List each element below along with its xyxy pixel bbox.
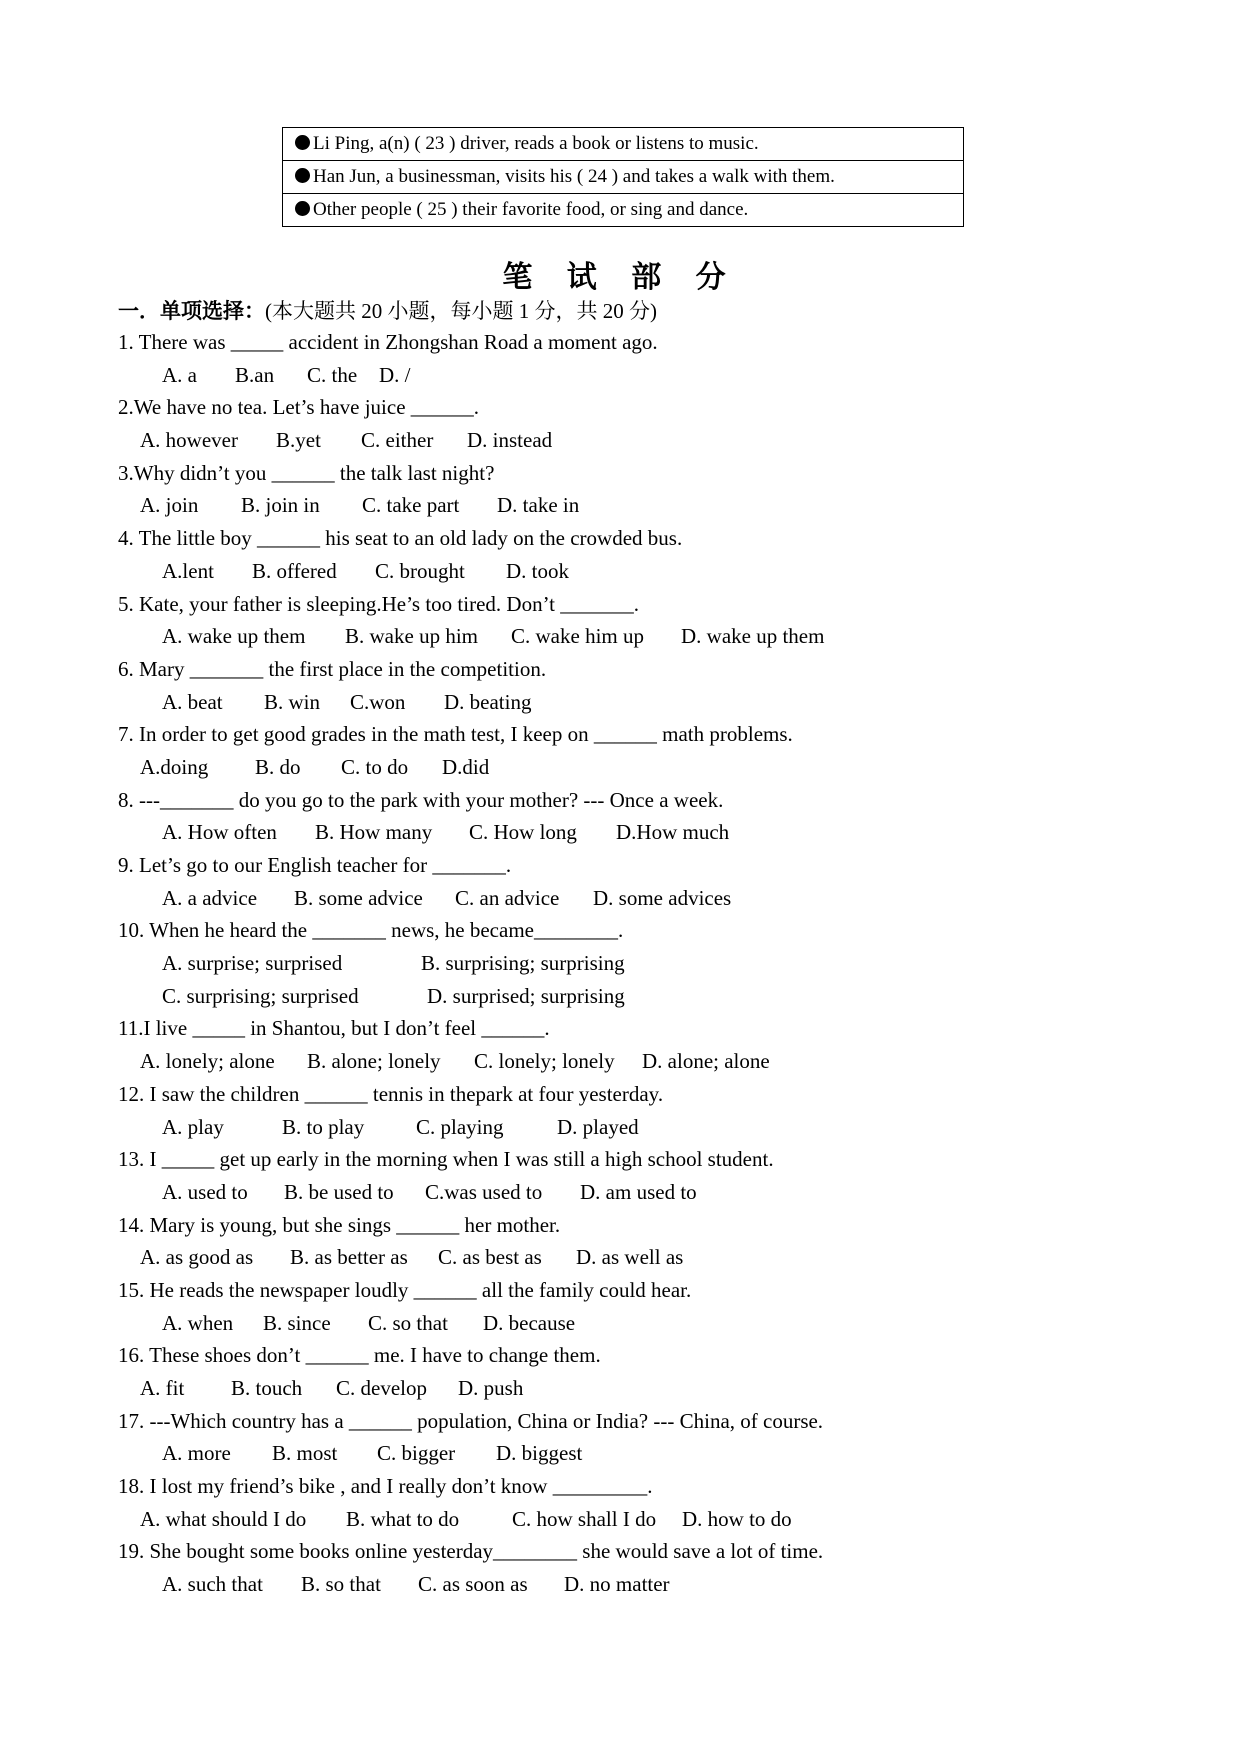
- answer-option: C. an advice: [455, 885, 560, 910]
- question-options: [118, 751, 1118, 784]
- answer-option: B. since: [263, 1310, 331, 1335]
- answer-option: D. took: [506, 558, 569, 583]
- info-row: [283, 194, 964, 227]
- answer-option: B. to play: [282, 1114, 365, 1139]
- question-stem: 19. She bought some books online yesterday________ she would save a lot of time.: [118, 1539, 824, 1564]
- question-options: [118, 359, 1118, 392]
- answer-option: B. what to do: [346, 1506, 460, 1531]
- answer-option: C. wake him up: [511, 624, 644, 649]
- question-stem: 15. He reads the newspaper loudly ______ all the family could hear.: [118, 1277, 692, 1302]
- answer-option: A. a advice: [162, 885, 258, 910]
- answer-option: A. a: [162, 362, 197, 387]
- answer-option: C. the: [307, 362, 358, 387]
- answer-option: B. do: [255, 754, 301, 779]
- answer-option: C. as soon as: [418, 1572, 528, 1597]
- info-cell: [283, 194, 964, 227]
- answer-option: C. as best as: [438, 1245, 542, 1270]
- answer-option: D. /: [379, 362, 411, 387]
- question-stem: 14. Mary is young, but she sings ______ her mother.: [118, 1212, 561, 1237]
- answer-option: A. lonely; alone: [140, 1049, 275, 1074]
- section-title: 笔 试 部 分: [502, 260, 738, 295]
- answer-option: C.was used to: [425, 1179, 543, 1204]
- answer-option: B. be used to: [284, 1179, 394, 1204]
- answer-option: B. most: [272, 1441, 338, 1466]
- answer-option: B. touch: [231, 1376, 303, 1400]
- question-stem: 2.We have no tea. Let’s have juice ______.: [118, 395, 480, 420]
- answer-option: C. develop: [336, 1376, 427, 1400]
- answer-option: D. no matter: [564, 1572, 670, 1597]
- question-options: [118, 1372, 1118, 1405]
- answer-option: B. win: [264, 689, 321, 714]
- answer-option: C. bigger: [377, 1441, 456, 1466]
- answer-option: B. offered: [252, 558, 337, 583]
- answer-option: D. surprised; surprising: [427, 983, 625, 1008]
- question-options: [118, 489, 1118, 522]
- answer-option: A. when: [162, 1310, 234, 1335]
- answer-option: A. How often: [162, 820, 277, 845]
- answer-option: A. fit: [140, 1376, 185, 1400]
- info-row: [283, 161, 964, 194]
- question-stem: 7. In order to get good grades in the math test, I keep on ______ math problems.: [118, 722, 793, 747]
- question-options: [118, 816, 1118, 849]
- question-stem: 18. I lost my friend’s bike , and I really don’t know _________.: [118, 1474, 653, 1499]
- section-heading-note: (本大题共 20 小题，每小题 1 分，共 20 分): [265, 299, 657, 323]
- answer-option: B. surprising; surprising: [421, 951, 625, 976]
- answer-option: C. surprising; surprised: [162, 983, 359, 1008]
- answer-option: D. push: [458, 1376, 524, 1400]
- question-stem: 16. These shoes don’t ______ me. I have to change them.: [118, 1343, 601, 1368]
- question-options: [118, 620, 1118, 653]
- section-heading: [118, 296, 657, 326]
- reading-info-table: [282, 127, 964, 227]
- question-options: [118, 947, 1118, 980]
- info-row: [283, 128, 964, 161]
- bullet-icon: [295, 201, 310, 216]
- bullet-icon: [295, 168, 310, 183]
- answer-option: D. played: [557, 1114, 639, 1139]
- answer-option: C. to do: [341, 754, 409, 779]
- question-options: [118, 980, 1118, 1013]
- answer-option: A. such that: [162, 1572, 263, 1597]
- answer-option: D.How much: [616, 820, 730, 845]
- question-stem: 5. Kate, your father is sleeping.He’s too tired. Don’t _______.: [118, 591, 640, 616]
- answer-option: A. wake up them: [162, 624, 306, 649]
- answer-option: B. join in: [241, 493, 320, 518]
- answer-option: B. wake up him: [345, 624, 478, 649]
- answer-option: D. how to do: [682, 1506, 792, 1531]
- answer-option: C. brought: [375, 558, 465, 583]
- answer-option: C. either: [361, 428, 434, 453]
- answer-option: B. How many: [315, 820, 433, 845]
- question-options: [118, 1568, 1118, 1601]
- answer-option: B. so that: [301, 1572, 381, 1597]
- question-options: [118, 1176, 1118, 1209]
- answer-option: D. because: [483, 1310, 576, 1335]
- question-options: [118, 1307, 1118, 1340]
- answer-option: D. instead: [467, 428, 553, 453]
- answer-option: C. playing: [416, 1114, 504, 1139]
- answer-option: B. some advice: [294, 885, 423, 910]
- answer-option: C. take part: [362, 493, 460, 518]
- answer-option: B. alone; lonely: [307, 1049, 441, 1074]
- question-stem: 12. I saw the children ______ tennis in thepark at four yesterday.: [118, 1081, 664, 1106]
- question-options: [118, 1503, 1118, 1536]
- answer-option: D. alone; alone: [642, 1049, 770, 1074]
- info-row-text: Li Ping, a(n) ( 23 ) driver, reads a book or listens to music.: [313, 133, 759, 154]
- info-row-text: Other people ( 25 ) their favorite food, or sing and dance.: [313, 199, 749, 220]
- question-stem: 13. I _____ get up early in the morning when I was still a high school student.: [118, 1147, 774, 1172]
- answer-option: C. how shall I do: [512, 1506, 657, 1531]
- question-stem: 8. ---_______ do you go to the park with your mother? --- Once a week.: [118, 787, 724, 812]
- answer-option: D. wake up them: [681, 624, 825, 649]
- answer-option: D.did: [442, 754, 490, 779]
- answer-option: C. How long: [469, 820, 577, 845]
- question-options: [118, 686, 1118, 719]
- answer-option: B.an: [235, 362, 275, 387]
- question-stem: 11.I live _____ in Shantou, but I don’t feel ______.: [118, 1016, 550, 1041]
- answer-option: A. more: [162, 1441, 231, 1466]
- answer-option: A. what should I do: [140, 1506, 307, 1531]
- question-list: [118, 326, 1118, 1601]
- answer-option: A. used to: [162, 1179, 248, 1204]
- answer-option: D. as well as: [576, 1245, 684, 1270]
- answer-option: A. join: [140, 493, 199, 518]
- answer-option: C. so that: [368, 1310, 448, 1335]
- question-options: [118, 424, 1118, 457]
- answer-option: A.lent: [162, 558, 214, 583]
- info-cell: [283, 161, 964, 194]
- info-cell: [283, 128, 964, 161]
- question-stem: 10. When he heard the _______ news, he became________.: [118, 918, 624, 943]
- question-stem: 6. Mary _______ the first place in the competition.: [118, 656, 547, 681]
- question-stem: 9. Let’s go to our English teacher for _______.: [118, 853, 512, 877]
- answer-option: A. as good as: [140, 1245, 254, 1270]
- question-stem: 4. The little boy ______ his seat to an old lady on the crowded bus.: [118, 526, 683, 551]
- answer-option: C. lonely; lonely: [474, 1049, 615, 1074]
- answer-option: C.won: [350, 689, 406, 714]
- question-stem: 17. ---Which country has a ______ population, China or India? --- China, of course.: [118, 1408, 824, 1433]
- answer-option: D. am used to: [580, 1179, 697, 1204]
- question-options: [118, 1437, 1118, 1470]
- question-options: [118, 1045, 1118, 1078]
- section-heading-label: 一．单项选择：: [118, 299, 265, 323]
- answer-option: A. however: [140, 428, 238, 453]
- question-stem: 1. There was _____ accident in Zhongshan Road a moment ago.: [118, 330, 658, 354]
- answer-option: A.doing: [140, 754, 209, 779]
- question-options: [118, 1111, 1118, 1144]
- question-stem: 3.Why didn’t you ______ the talk last night?: [118, 460, 495, 485]
- answer-option: D. biggest: [496, 1441, 583, 1466]
- answer-option: A. play: [162, 1114, 224, 1139]
- answer-option: D. beating: [444, 689, 532, 714]
- info-row-text: Han Jun, a businessman, visits his ( 24 ) and takes a walk with them.: [313, 166, 835, 187]
- answer-option: B. as better as: [290, 1245, 408, 1270]
- answer-option: D. some advices: [593, 885, 732, 910]
- bullet-icon: [295, 135, 310, 150]
- question-options: [118, 882, 1118, 915]
- question-options: [118, 555, 1118, 588]
- answer-option: A. surprise; surprised: [162, 951, 343, 976]
- answer-option: B.yet: [276, 428, 321, 453]
- question-options: [118, 1241, 1118, 1274]
- answer-option: D. take in: [497, 493, 580, 518]
- answer-option: A. beat: [162, 689, 223, 714]
